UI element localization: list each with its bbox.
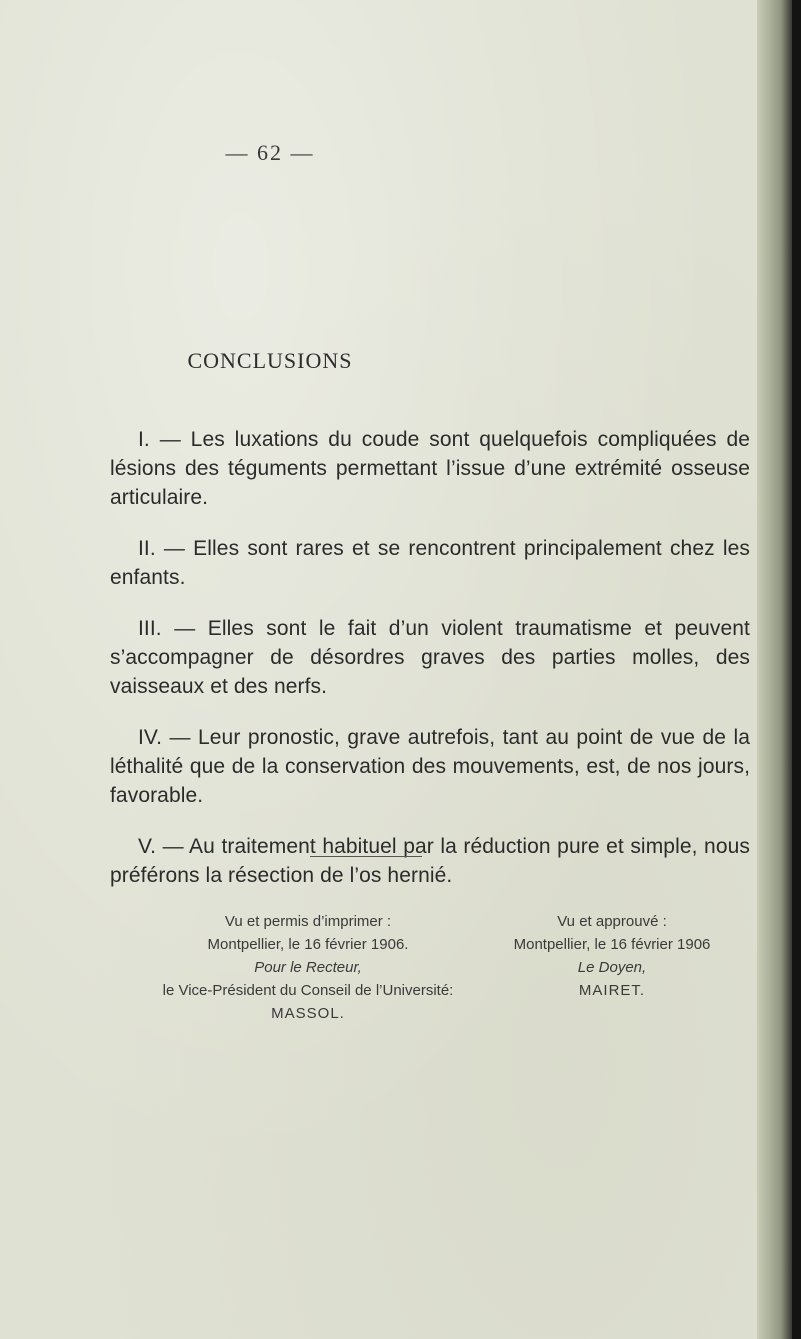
conclusions-list [110,425,750,912]
spine-shadow [792,0,801,1339]
section-title: CONCLUSIONS [187,348,353,373]
imprimatur-signatory: MASSOL. [271,1005,345,1022]
conclusion-item: I. — Les luxations du coude sont quelquefois compliquées de lésions des téguments permettant l’issue d’une extrémité osseuse articulaire. [110,428,750,509]
conclusion-item: V. — Au traitement habituel par la réduction pure et simple, nous préférons la résection de l’os hernié. [110,835,750,887]
imprimatur-block [118,910,498,1025]
conclusion-item: IV. — Leur pronostic, grave autrefois, tant au point de vue de la léthalité que de la conservation des mouvements, est, de nos jours, favorable. [110,726,750,807]
conclusion-item: III. — Elles sont le fait d’un violent traumatisme et peuvent s’accompagner de désordres graves des parties molles, des vaisseaux et des nerfs. [110,617,750,698]
approval-block [508,910,716,1002]
approval-date: Montpellier, le 16 février 1906 [513,936,711,953]
divider-line [310,856,422,857]
imprimatur-title: le Vice-Président du Conseil de l’Université: [162,982,454,999]
imprimatur-label: Vu et permis d’imprimer : [224,913,392,930]
approval-role: Le Doyen, [577,959,647,976]
imprimatur-date: Montpellier, le 16 février 1906. [207,936,409,953]
page-number: — 62 — [225,140,315,165]
imprimatur-on-behalf: Pour le Recteur, [254,959,362,976]
conclusion-item: II. — Elles sont rares et se rencontrent principalement chez les enfants. [110,537,750,589]
book-spine-edge [757,0,801,1339]
approval-label: Vu et approuvé : [557,913,667,930]
approval-signatory: MAIRET. [578,982,646,999]
